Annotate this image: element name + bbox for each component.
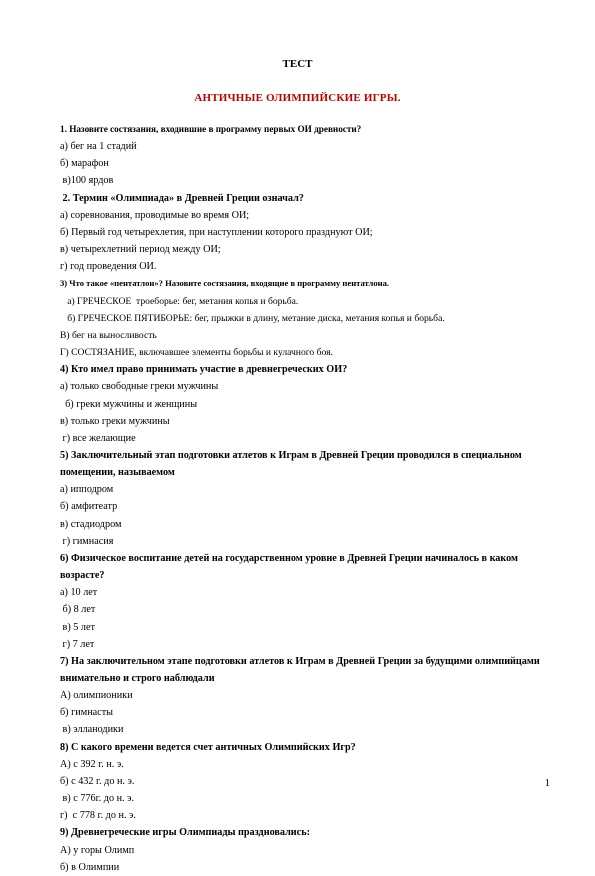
question-3: 3) Что такое «пентатлон»? Назовите состязания, входящие в программу пентатлона. [60,278,390,289]
page-number: 1 [544,777,550,789]
answer-3c: В) бег на выносливость [60,329,157,341]
answer-5d: г) гимнасия [60,535,114,547]
question-2: 2. Термин «Олимпиада» в Древней Греции означал? [60,192,304,204]
answer-6b: б) 8 лет [60,604,96,616]
answer-3b: б) ГРЕЧЕСКОЕ ПЯТИБОРЬЕ: бег, прыжки в длину, метание диска, метания копья и борьба. [60,312,445,324]
answer-4c: в) только греки мужчины [60,415,170,427]
question-7: 7) На заключительном этапе подготовки атлетов к Играм в Древней Греции за будущими олимпийцами внимательно и строго наблюдали [60,655,540,684]
answer-9a: А) у горы Олимп [60,844,135,856]
answer-7a: А) олимпионики [60,690,133,702]
question-9: 9) Древнегреческие игры Олимпиады праздновались: [60,827,310,839]
answer-4b: б) греки мужчины и женщины [60,398,198,410]
answer-6a: а) 10 лет [60,587,98,599]
answer-1a: а) бег на 1 стадий [60,141,137,153]
answer-2b: б) Первый год четырехлетия, при наступлении которого празднуют ОИ; [60,226,373,238]
answer-5b: б) амфитеатр [60,501,118,513]
answer-7c: в) элланодики [60,724,124,736]
answer-2d: г) год проведения ОИ. [60,261,157,273]
answer-2a: а) соревнования, проводимые во время ОИ; [60,209,250,221]
page-title: ТЕСТ [282,58,313,70]
answer-8c: в) с 776г. до н. э. [60,793,135,805]
test-content [60,121,550,876]
answer-2c: в) четырехлетний период между ОИ; [60,244,221,256]
answer-8b: б) с 432 г. до н. э. [60,775,135,787]
answer-9b: б) в Олимпии [60,861,120,873]
answer-3a: а) ГРЕЧЕСКОЕ троеборье: бег, метания копья и борьба. [60,295,299,307]
answer-5a: а) ипподром [60,484,114,496]
question-4: 4) Кто имел право принимать участие в древнегреческих ОИ? [60,364,348,376]
answer-4d: г) все желающие [60,432,136,444]
answer-8d: г) с 778 г. до н. э. [60,810,136,822]
question-1: 1. Назовите состязания, входившие в программу первых ОИ древности? [60,124,362,134]
answer-6d: г) 7 лет [60,638,95,650]
answer-6c: в) 5 лет [60,621,95,633]
answer-1b: б) марафон [60,158,109,170]
question-8: 8) С какого времени ведется счет античных Олимпийских Игр? [60,741,356,753]
answer-8a: А) с 392 г. н. э. [60,758,124,770]
question-5: 5) Заключительный этап подготовки атлетов к Играм в Древней Греции проводился в специальном помещении, называемом [60,449,522,479]
answer-5c: в) стадиодром [60,518,122,530]
answer-3d: Г) СОСТЯЗАНИЕ, включавшее элементы борьбы и кулачного боя. [60,347,333,359]
question-6: 6) Физическое воспитание детей на государственном уровне в Древней Греции начиналось в каком возрасте? [60,552,518,582]
page-subtitle: АНТИЧНЫЕ ОЛИМПИЙСКИЕ ИГРЫ. [194,92,401,104]
answer-1c: в)100 ярдов [60,175,114,187]
answer-7b: б) гимнасты [60,707,113,719]
answer-4a: а) только свободные греки мужчины [60,381,219,393]
